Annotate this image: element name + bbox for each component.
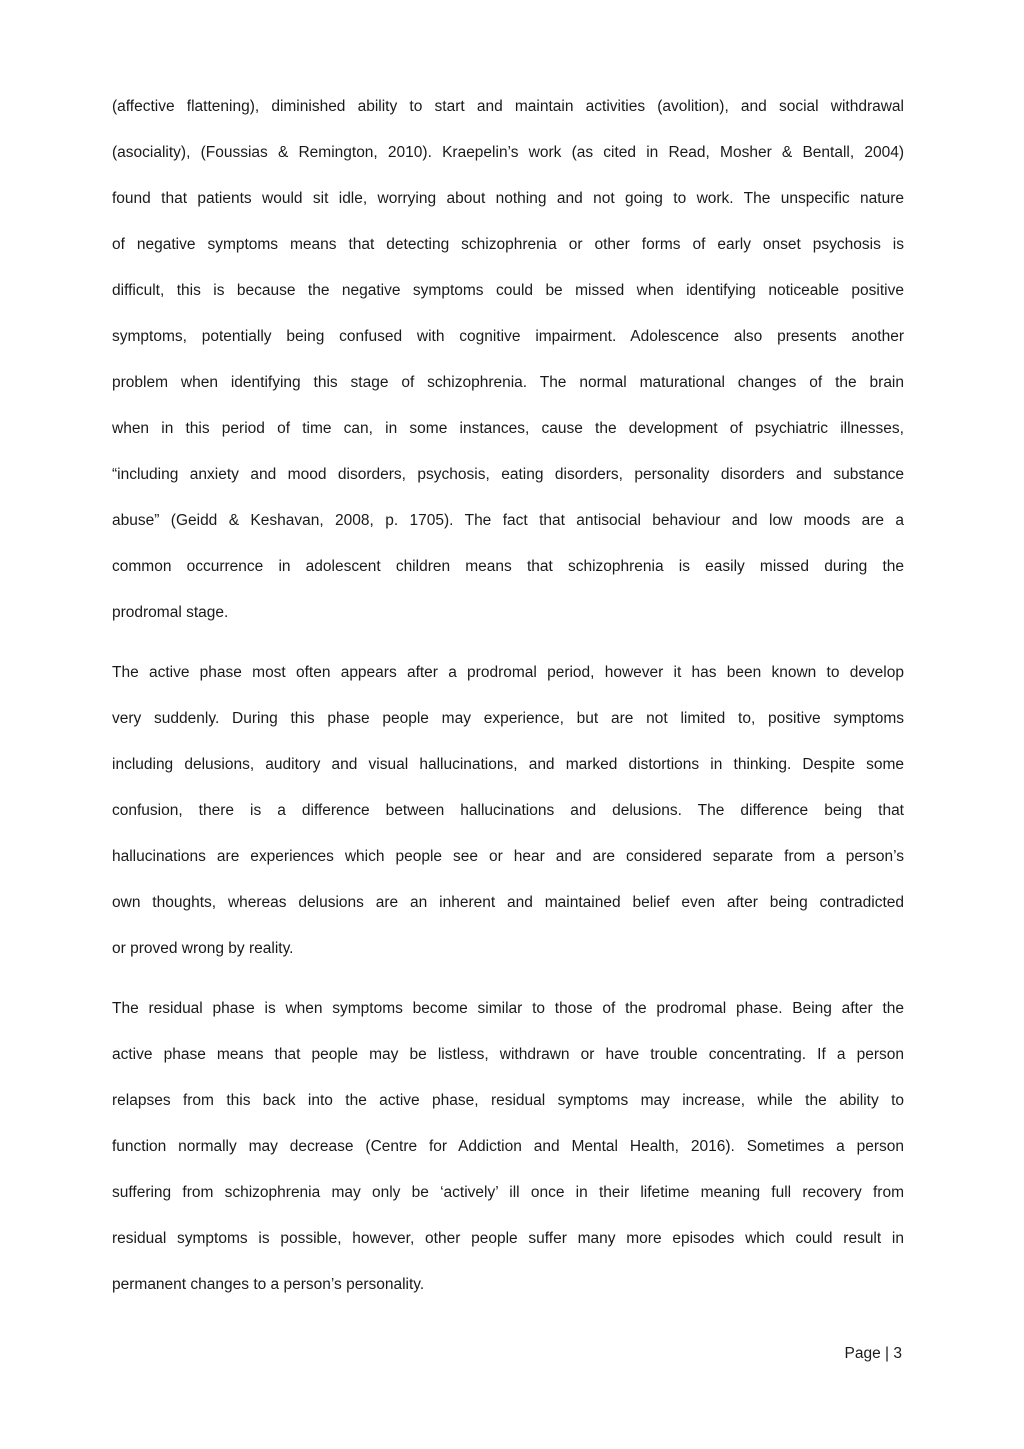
text-line: suffering from schizophrenia may only be ‘actively’ ill once in their lifetime meaning full recovery from — [112, 1184, 904, 1201]
text-line: (affective flattening), diminished ability to start and maintain activities (avolition), and social withdrawal — [112, 98, 904, 115]
text-line: active phase means that people may be listless, withdrawn or have trouble concentrating. If a person — [112, 1046, 904, 1063]
text-line: problem when identifying this stage of schizophrenia. The normal maturational changes of the brain — [112, 374, 904, 391]
text-line: symptoms, potentially being confused with cognitive impairment. Adolescence also presents another — [112, 328, 904, 345]
paragraph-spacer — [112, 642, 904, 656]
text-line: prodromal stage. — [112, 604, 229, 621]
text-line: own thoughts, whereas delusions are an inherent and maintained belief even after being contradicted — [112, 894, 904, 911]
text-line: relapses from this back into the active phase, residual symptoms may increase, while the ability to — [112, 1092, 904, 1109]
text-line: abuse” (Geidd & Keshavan, 2008, p. 1705). The fact that antisocial behaviour and low moods are a — [112, 512, 904, 529]
text-line: of negative symptoms means that detecting schizophrenia or other forms of early onset psychosis is — [112, 236, 904, 253]
text-line: when in this period of time can, in some instances, cause the development of psychiatric illnesses, — [112, 420, 904, 437]
text-line: confusion, there is a difference between hallucinations and delusions. The difference being that — [112, 802, 904, 819]
paragraph-1 — [112, 90, 904, 642]
paragraph-spacer — [112, 978, 904, 992]
text-line: common occurrence in adolescent children means that schizophrenia is easily missed during the — [112, 558, 904, 575]
paragraph-3 — [112, 992, 904, 1314]
text-line: The active phase most often appears after a prodromal period, however it has been known to develop — [112, 664, 904, 681]
text-line: residual symptoms is possible, however, other people suffer many more episodes which could result in — [112, 1230, 904, 1247]
text-line: difficult, this is because the negative symptoms could be missed when identifying noticeable positive — [112, 282, 904, 299]
text-line: (asociality), (Foussias & Remington, 2010). Kraepelin’s work (as cited in Read, Mosher & Bentall, 2004) — [112, 144, 904, 161]
text-line: “including anxiety and mood disorders, psychosis, eating disorders, personality disorders and substance — [112, 466, 904, 483]
body-text — [112, 90, 904, 1314]
text-line: very suddenly. During this phase people may experience, but are not limited to, positive symptoms — [112, 710, 904, 727]
text-line: permanent changes to a person’s personality. — [112, 1276, 425, 1293]
text-line: The residual phase is when symptoms become similar to those of the prodromal phase. Being after the — [112, 1000, 904, 1017]
text-line: or proved wrong by reality. — [112, 940, 294, 957]
text-line: including delusions, auditory and visual hallucinations, and marked distortions in thinking. Despite some — [112, 756, 904, 773]
paragraph-2 — [112, 656, 904, 978]
text-line: found that patients would sit idle, worrying about nothing and not going to work. The unspecific nature — [112, 190, 904, 207]
page-number: Page | 3 — [844, 1345, 902, 1362]
text-line: function normally may decrease (Centre for Addiction and Mental Health, 2016). Sometimes a person — [112, 1138, 904, 1155]
text-line: hallucinations are experiences which people see or hear and are considered separate from a person’s — [112, 848, 904, 865]
